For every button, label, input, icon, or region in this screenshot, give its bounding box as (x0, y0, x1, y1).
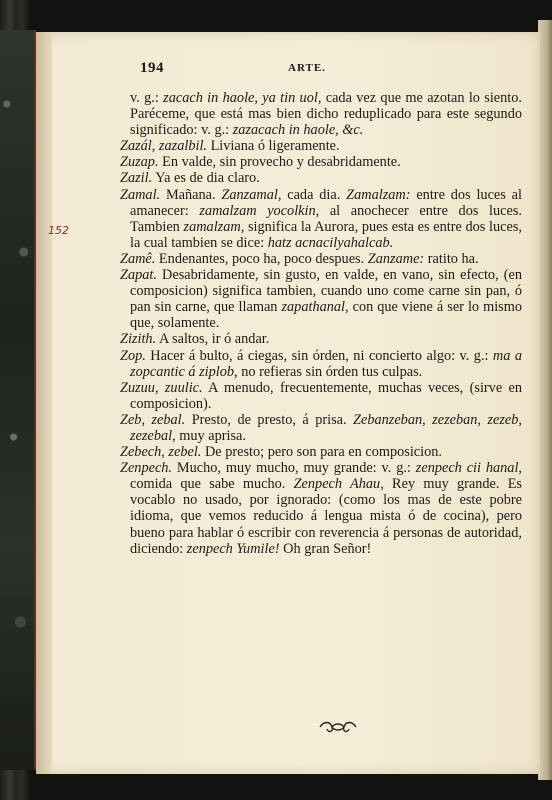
definition-text: v. g.: (130, 90, 164, 106)
definition-text: significa la Aurora, pues esta es entre dos luces, la cual tambien se dice: (130, 218, 523, 251)
dictionary-text (120, 90, 522, 557)
definition-text: A menudo, frecuentemente, muchas veces, (sirve en composicion). (130, 379, 522, 412)
entry-zizith (120, 331, 522, 347)
italic-term: Zenpech. (120, 460, 173, 477)
page-edge (538, 20, 552, 780)
definition-text: no refieras sin órden tus culpas. (237, 363, 423, 380)
entry-zame (120, 251, 522, 267)
definition-text: Mañana. (160, 186, 222, 203)
running-head: ARTE. (288, 62, 326, 74)
marbled-board (0, 30, 36, 770)
italic-term: Zamê. (120, 250, 156, 267)
italic-term: zenpech Yumile! (186, 540, 280, 557)
italic-term: Zebech, zebel. (120, 444, 202, 461)
entry-zuzap (120, 154, 522, 170)
definition-text: comida que sabe mucho. (130, 476, 294, 493)
definition-text: Rey muy grande. Es vocablo no usado, por ignorado: (como los mas de este pobre idioma, que vemos reducido á lengua mista ó de cocina), pero bueno para hablar ó escribir con reverencia á personas de autoridad, diciendo: (130, 476, 522, 557)
italic-term: Zeb, zebal. (120, 411, 186, 428)
italic-term: zapathanal, (281, 299, 349, 316)
entry-zapat (120, 267, 522, 331)
italic-term: Zapat. (120, 267, 157, 284)
definition-text: al anochecer entre dos luces. Tambien (130, 202, 522, 235)
italic-term: zazacach in haole, &c. (232, 122, 364, 139)
definition-text: Ya es de dia claro. (152, 170, 260, 187)
italic-term: ma a zopcantic á ziplob, (130, 347, 522, 380)
italic-term: Zanzamal, (221, 186, 282, 203)
page-header (36, 60, 540, 80)
handwritten-margin-note: 152 (48, 224, 69, 237)
definition-text: Mucho, muy mucho, muy grande: v. g.: (172, 460, 416, 477)
italic-term: Zuzuu, zuulic. (120, 379, 203, 396)
entry-zenpech (120, 460, 522, 557)
italic-term: zacach in haole, ya tin uol, (163, 90, 322, 106)
entry-zebech (120, 444, 522, 460)
definition-text: Oh gran Señor! (279, 540, 372, 557)
entry-zop (120, 348, 522, 380)
book-page (36, 32, 540, 774)
entry-cont (120, 90, 522, 138)
italic-term: zamalzam, (183, 218, 245, 235)
italic-term: zamalzam yocolkin, (199, 202, 320, 219)
italic-term: Zamal. (120, 186, 161, 203)
italic-term: zenpech cii hanal, (415, 460, 523, 477)
italic-term: Zizith. (120, 331, 157, 348)
entry-zeb (120, 412, 522, 444)
italic-term: Zenpech Ahau, (293, 476, 384, 493)
italic-term: Zanzame: (367, 250, 425, 267)
italic-term: Zop. (120, 347, 146, 364)
definition-text: muy aprisa. (175, 427, 246, 444)
definition-text: De presto; pero son para en composicion. (201, 444, 442, 461)
italic-term: Zuzap. (120, 154, 159, 171)
italic-term: Zazil. (120, 170, 153, 187)
definition-text: A saltos, ir ó andar. (156, 331, 270, 348)
italic-term: Zebanzeban, zezeban, zezeb, zezebal, (130, 411, 522, 444)
definition-text: entre dos luces al amanecer: (130, 186, 522, 219)
entry-zamal (120, 187, 522, 251)
definition-text: con que viene á ser lo mismo que, solamente. (130, 299, 523, 332)
page-number: 194 (140, 60, 164, 76)
italic-term: Zamalzam: (346, 186, 411, 203)
definition-text: Liviana ó ligeramente. (207, 138, 340, 155)
definition-text: En valde, sin provecho y desabridamente. (158, 154, 401, 171)
italic-term: Zazál, zazalbil. (120, 138, 207, 155)
page-gutter (36, 32, 52, 774)
definition-text: cada vez que me azotan lo siento. Paréceme, que está mas bien dicho reduplicado para este segundo significado: v. g.: (130, 90, 523, 139)
fleuron-ornament-icon (318, 720, 358, 734)
entry-zazil (120, 170, 522, 186)
definition-text: Presto, de presto, á prisa. (185, 411, 354, 428)
definition-text: Endenantes, poco ha, poco despues. (155, 250, 368, 267)
definition-text: ratito ha. (424, 250, 479, 267)
entry-zuzuu (120, 380, 522, 412)
definition-text: cada dia. (281, 186, 347, 203)
definition-text: Hacer á bulto, á ciegas, sin órden, ni concierto algo: v. g.: (145, 347, 493, 364)
italic-term: hatz acnacilyahalcab. (267, 234, 394, 251)
entry-zazal (120, 138, 522, 154)
definition-text: Desabridamente, sin gusto, en valde, en vano, sin efecto, (en composicion) significa tambien, cuando uno come carne sin pan, ó pan sin carne, que llaman (130, 267, 522, 316)
